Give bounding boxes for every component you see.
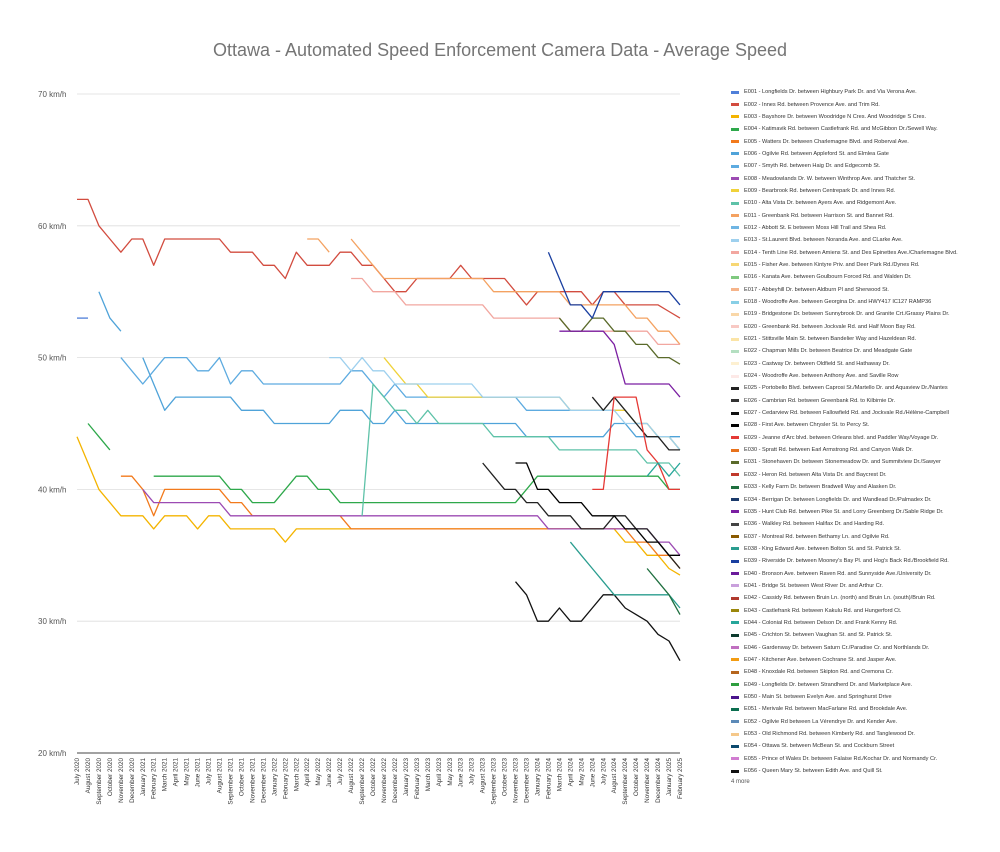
legend-label: E025 - Portobello Blvd. between Caprosi St./Martello Dr. and Aquaview Dr./Nantes: [744, 385, 948, 392]
legend-swatch: [731, 152, 739, 155]
legend-item: [731, 691, 993, 703]
legend-swatch: [731, 621, 739, 624]
x-tick-label: May 2021: [183, 758, 191, 786]
legend-label: E019 - Bridgestone Dr. between Sunnybrook Dr. and Granite Crt./Grassy Plains Dr.: [744, 311, 950, 318]
legend-label: E012 - Abbott St. E between Moss Hill Trail and Shea Rd.: [744, 224, 887, 231]
legend-item: [731, 592, 993, 604]
legend-swatch: [731, 189, 739, 192]
legend-swatch: [731, 745, 739, 748]
legend-item: [731, 716, 993, 728]
legend-swatch: [731, 683, 739, 686]
series-line-6: [99, 292, 121, 332]
x-tick-label: August 2023: [479, 758, 487, 794]
legend-swatch: [731, 498, 739, 501]
legend-item: [731, 654, 993, 666]
legend-item: [731, 98, 993, 110]
legend-swatch: [731, 128, 739, 131]
legend-label: E041 - Bridge St. between West River Dr. and Arthur Cr.: [744, 582, 883, 589]
legend-item: [731, 321, 993, 333]
x-tick-label: June 2024: [589, 758, 597, 788]
x-tick-label: October 2023: [501, 758, 509, 797]
legend-item: [731, 185, 993, 197]
series-line-39: [548, 252, 680, 318]
legend-more-link[interactable]: 4 more: [731, 779, 750, 786]
legend-item: [731, 296, 993, 308]
legend-label: E007 - Smyth Rd. between Haig Dr. and Edgecomb St.: [744, 163, 881, 170]
x-tick-label: November 2020: [117, 758, 125, 803]
legend-label: E003 - Bayshore Dr. between Woodridge N Cres. And Woodridge S Cres.: [744, 113, 926, 120]
x-tick-label: November 2021: [249, 758, 257, 803]
legend-label: E046 - Gardenway Dr. between Saturn Cr./Paradise Cr. and Northlands Dr.: [744, 644, 930, 651]
legend-item: [731, 666, 993, 678]
legend-item: [731, 679, 993, 691]
legend-swatch: [731, 350, 739, 353]
legend-swatch: [731, 671, 739, 674]
x-tick-label: December 2021: [260, 758, 268, 803]
legend-label: E033 - Kelly Farm Dr. between Bradwell Way and Alasken Dr.: [744, 484, 897, 491]
legend-swatch: [731, 214, 739, 217]
legend-swatch: [731, 239, 739, 242]
x-tick-label: September 2022: [359, 758, 367, 805]
legend-item: [731, 456, 993, 468]
x-tick-label: March 2023: [424, 758, 432, 792]
legend-item: [731, 753, 993, 765]
legend-label: E042 - Cassidy Rd. between Bruin Ln. (north) and Bruin Ln. (south)/Bruin Rd.: [744, 595, 936, 602]
legend-label: E002 - Innes Rd. between Provence Ave. and Trim Rd.: [744, 101, 880, 108]
legend-label: E035 - Hunt Club Rd. between Pike St. and Lorry Greenberg Dr./Sable Ridge Dr.: [744, 508, 944, 515]
legend-swatch: [731, 412, 739, 415]
x-tick-label: July 2024: [600, 758, 608, 785]
legend-item: [731, 543, 993, 555]
x-tick-label: December 2022: [391, 758, 399, 803]
legend-swatch: [731, 658, 739, 661]
legend-label: E014 - Tenth Line Rd. between Amiens St. and Des Epinettes Ave./Charlemagne Blvd.: [744, 249, 958, 256]
legend-item: [731, 345, 993, 357]
legend: [731, 86, 993, 785]
legend-label: E050 - Main St. between Evelyn Ave. and Springhurst Drive: [744, 694, 892, 701]
series-line-8: [143, 489, 680, 555]
legend-item: [731, 86, 993, 98]
legend-swatch: [731, 523, 739, 526]
legend-item: [731, 358, 993, 370]
legend-swatch: [731, 535, 739, 538]
legend-swatch: [731, 202, 739, 205]
y-tick-label: 50 km/h: [38, 353, 67, 363]
legend-item: [731, 135, 993, 147]
legend-label: E021 - Stittsville Main St. between Bandelier Way and Hazeldean Rd.: [744, 336, 917, 343]
legend-swatch: [731, 449, 739, 452]
series-line-extra-5: [647, 569, 680, 615]
legend-label: E048 - Knoxdale Rd. between Skipton Rd. and Cremona Cr.: [744, 669, 893, 676]
legend-swatch: [731, 399, 739, 402]
x-tick-label: January 2024: [534, 758, 542, 797]
x-tick-label: November 2024: [644, 758, 652, 803]
legend-label: E031 - Stonehaven Dr. between Stonemeadow Dr. and Summitview Dr./Sawyer: [744, 459, 941, 466]
legend-swatch: [731, 301, 739, 304]
legend-item: [731, 493, 993, 505]
legend-swatch: [731, 263, 739, 266]
x-tick-label: March 2024: [556, 758, 564, 792]
x-tick-label: October 2022: [370, 758, 378, 797]
legend-label: E039 - Riverside Dr. between Mooney's Bay Pl. and Hog's Back Rd./Brookfield Rd.: [744, 558, 949, 565]
legend-item: [731, 567, 993, 579]
series-line-extra-4: [570, 542, 680, 608]
legend-swatch: [731, 387, 739, 390]
legend-label: E029 - Jeanne d'Arc blvd. between Orleans blvd. and Paddler Way/Voyage Dr.: [744, 434, 939, 441]
x-tick-label: January 2021: [139, 758, 147, 797]
legend-swatch: [731, 646, 739, 649]
x-tick-label: March 2022: [293, 758, 301, 792]
legend-item: [731, 580, 993, 592]
x-tick-label: May 2023: [446, 758, 454, 786]
series-lines: [77, 199, 680, 660]
legend-label: E037 - Montreal Rd. between Bethamy Ln. and Ogilvie Rd.: [744, 533, 890, 540]
legend-swatch: [731, 362, 739, 365]
legend-item: [731, 617, 993, 629]
legend-label: E005 - Watters Dr. between Charlemagne Blvd. and Roberval Ave.: [744, 138, 909, 145]
x-tick-label: July 2023: [468, 758, 476, 785]
legend-swatch: [731, 584, 739, 587]
x-tick-label: February 2024: [545, 758, 553, 799]
legend-label: E055 - Prince of Wales Dr. between Falaise Rd./Kochar Dr. and Normandy Cr.: [744, 755, 938, 762]
series-line-25: [592, 397, 680, 450]
legend-item: [731, 172, 993, 184]
legend-label: E020 - Greenbank Rd. between Jockvale Rd. and Half Moon Bay Rd.: [744, 323, 916, 330]
x-tick-label: June 2021: [194, 758, 202, 788]
legend-swatch: [731, 436, 739, 439]
x-tick-label: February 2021: [150, 758, 158, 799]
legend-label: E013 - St.Laurent Blvd. between Noranda Ave. and CLarke Ave.: [744, 237, 903, 244]
legend-label: E022 - Chapman Mills Dr. between Beatrice Dr. and Meadgate Gate: [744, 348, 913, 355]
legend-swatch: [731, 177, 739, 180]
legend-label: E034 - Berrigan Dr. between Longfields Dr. and Wandlead Dr./Palmadex Dr.: [744, 496, 932, 503]
legend-swatch: [731, 572, 739, 575]
legend-label: E016 - Kanata Ave. between Goulbourn Forced Rd. and Walden Dr.: [744, 274, 912, 281]
legend-label: E036 - Walkley Rd. between Halifax Dr. and Harding Rd.: [744, 521, 885, 528]
legend-item: [731, 629, 993, 641]
legend-item: [731, 555, 993, 567]
legend-item: [731, 506, 993, 518]
x-tick-label: December 2023: [523, 758, 531, 803]
x-tick-label: September 2024: [622, 758, 630, 805]
legend-label: E044 - Colonial Rd. between Delson Dr. and Frank Kenny Rd.: [744, 619, 898, 626]
legend-item: [731, 111, 993, 123]
series-line-4: [88, 424, 110, 450]
x-tick-label: January 2025: [666, 758, 674, 797]
legend-label: E045 - Crichton St. between Vaughan St. and St. Patrick St.: [744, 632, 893, 639]
chart-title: Ottawa - Automated Speed Enforcement Camera Data - Average Speed: [213, 40, 787, 60]
legend-item: [731, 419, 993, 431]
legend-label: E047 - Kitchener Ave. between Cochrane St. and Jasper Ave.: [744, 656, 897, 663]
legend-label: E056 - Queen Mary St. between Edith Ave. and Quill St.: [744, 768, 883, 775]
legend-swatch: [731, 609, 739, 612]
legend-label: E011 - Greenbank Rd. between Harrison St. and Bannet Rd.: [744, 212, 894, 219]
legend-swatch: [731, 140, 739, 143]
x-tick-label: February 2025: [677, 758, 684, 799]
legend-label: E023 - Castway Dr. between Oldfield St. and Hathaway Dr.: [744, 360, 890, 367]
legend-item: [731, 234, 993, 246]
legend-label: E018 - Woodroffe Ave. between Georgina Dr. and HWY417 IC127 RAMP36: [744, 299, 932, 306]
x-tick-label: June 2023: [457, 758, 465, 788]
legend-swatch: [731, 288, 739, 291]
x-tick-label: July 2022: [337, 758, 345, 785]
legend-swatch: [731, 165, 739, 168]
legend-label: E004 - Katimavik Rd. between Castlefrank Rd. and McGibbon Dr./Sewell Way.: [744, 126, 938, 133]
legend-item: [731, 432, 993, 444]
legend-label: E038 - King Edward Ave. between Bolton St. and St. Patrick St.: [744, 545, 901, 552]
legend-item: [731, 469, 993, 481]
legend-item: [731, 370, 993, 382]
legend-swatch: [731, 226, 739, 229]
y-tick-label: 60 km/h: [38, 221, 67, 231]
legend-label: E024 - Woodroffe Ave. between Anthony Ave. and Saville Row: [744, 373, 899, 380]
x-tick-label: December 2020: [128, 758, 136, 803]
legend-swatch: [731, 424, 739, 427]
legend-swatch: [731, 325, 739, 328]
legend-label: E015 - Fisher Ave. between Kintyre Priv. and Deer Park Rd./Dynes Rd.: [744, 261, 920, 268]
legend-item: [731, 728, 993, 740]
legend-item: [731, 407, 993, 419]
legend-item: [731, 382, 993, 394]
series-line-3: [77, 437, 680, 575]
legend-swatch: [731, 115, 739, 118]
x-tick-label: September 2023: [490, 758, 498, 805]
legend-swatch: [731, 770, 739, 773]
legend-label: E010 - Alta Vista Dr. between Ayers Ave. and Ridgemont Ave.: [744, 200, 897, 207]
legend-swatch: [731, 733, 739, 736]
legend-swatch: [731, 757, 739, 760]
legend-swatch: [731, 720, 739, 723]
legend-swatch: [731, 634, 739, 637]
legend-item: [731, 530, 993, 542]
x-tick-label: March 2021: [161, 758, 169, 792]
legend-item: [731, 740, 993, 752]
legend-swatch: [731, 547, 739, 550]
legend-item: [731, 123, 993, 135]
legend-item: [731, 765, 993, 777]
legend-label: E040 - Bronson Ave. between Raven Rd. and Sunnyside Ave./University Dr.: [744, 570, 932, 577]
legend-swatch: [731, 473, 739, 476]
legend-label: E032 - Heron Rd. between Alta Vista Dr. and Baycrest Dr.: [744, 471, 887, 478]
legend-item: [731, 222, 993, 234]
x-tick-label: August 2021: [216, 758, 224, 794]
x-tick-label: December 2024: [655, 758, 663, 803]
x-tick-label: August 2024: [611, 758, 619, 794]
x-tick-label: April 2021: [172, 758, 180, 787]
legend-swatch: [731, 560, 739, 563]
legend-swatch: [731, 103, 739, 106]
legend-label: E054 - Ottawa St. between McBean St. and Cockburn Street: [744, 743, 895, 750]
x-tick-label: April 2022: [304, 758, 312, 787]
x-tick-label: November 2022: [380, 758, 388, 803]
x-tick-label: June 2022: [326, 758, 334, 788]
legend-label: E008 - Meadowlands Dr. W. between Winthrop Ave. and Thatcher St.: [744, 175, 916, 182]
series-line-extra-6: [647, 463, 680, 476]
legend-swatch: [731, 375, 739, 378]
x-tick-label: October 2024: [633, 758, 641, 797]
legend-label: E026 - Cambrian Rd. between Greenbank Rd. to Kilbirnie Dr.: [744, 397, 896, 404]
x-tick-label: April 2024: [567, 758, 575, 787]
legend-label: E052 - Ogilvie Rd between La Vérendrye Dr. and Kender Ave.: [744, 718, 898, 725]
legend-swatch: [731, 597, 739, 600]
legend-item: [731, 703, 993, 715]
legend-swatch: [731, 251, 739, 254]
x-tick-label: November 2023: [512, 758, 520, 803]
legend-item: [731, 333, 993, 345]
legend-swatch: [731, 486, 739, 489]
legend-item: [731, 444, 993, 456]
legend-label: E001 - Longfields Dr. between Highbury Park Dr. and Via Verona Ave.: [744, 89, 917, 96]
legend-swatch: [731, 313, 739, 316]
series-line-2: [77, 199, 680, 318]
x-axis: [74, 758, 684, 805]
x-tick-label: August 2022: [348, 758, 356, 794]
legend-item: [731, 284, 993, 296]
x-tick-label: September 2021: [227, 758, 235, 805]
x-tick-label: May 2022: [315, 758, 323, 786]
legend-item: [731, 395, 993, 407]
legend-label: E009 - Bearbrook Rd. between Centrepark Dr. and Innes Rd.: [744, 187, 896, 194]
y-tick-label: 70 km/h: [38, 90, 67, 99]
legend-label: E051 - Merivale Rd. between MacFarlane Rd. and Brookdale Ave.: [744, 706, 908, 713]
x-tick-label: January 2022: [271, 758, 279, 797]
x-tick-label: August 2020: [84, 758, 92, 794]
legend-item: [731, 209, 993, 221]
legend-swatch: [731, 696, 739, 699]
legend-swatch: [731, 461, 739, 464]
x-tick-label: January 2023: [402, 758, 410, 797]
y-axis: [38, 90, 66, 758]
legend-label: E030 - Spratt Rd. between Earl Armstrong Rd. and Canyon Walk Dr.: [744, 447, 913, 454]
legend-item: [731, 148, 993, 160]
x-tick-label: September 2020: [95, 758, 103, 805]
legend-swatch: [731, 510, 739, 513]
legend-item: [731, 160, 993, 172]
legend-swatch: [731, 276, 739, 279]
y-tick-label: 20 km/h: [38, 749, 67, 758]
legend-item: [731, 641, 993, 653]
legend-label: E043 - Castlefrank Rd. between Kakulu Rd. and Hungerford Ct.: [744, 607, 902, 614]
y-tick-label: 30 km/h: [38, 617, 67, 627]
x-tick-label: April 2023: [435, 758, 443, 787]
legend-item: [731, 259, 993, 271]
x-tick-label: October 2020: [106, 758, 114, 797]
legend-item: [731, 308, 993, 320]
legend-item: [731, 481, 993, 493]
x-tick-label: February 2022: [282, 758, 290, 799]
x-tick-label: July 2020: [74, 758, 81, 785]
legend-label: E017 - Abbeyhill Dr. between Aldburn Pl and Sherwood St.: [744, 286, 889, 293]
x-tick-label: February 2023: [413, 758, 421, 799]
series-line-11: [307, 239, 329, 252]
series-line-35: [559, 331, 680, 397]
legend-label: E006 - Ogilvie Rd. between Appleford St. and Elmlea Gate: [744, 150, 889, 157]
legend-swatch: [731, 91, 739, 94]
legend-swatch: [731, 708, 739, 711]
legend-item: [731, 518, 993, 530]
legend-item: [731, 271, 993, 283]
legend-swatch: [731, 338, 739, 341]
y-tick-label: 40 km/h: [38, 485, 67, 495]
legend-item: [731, 604, 993, 616]
legend-label: E049 - Longfields Dr. between Strandherd Dr. and Marketplace Ave.: [744, 681, 913, 688]
legend-label: E027 - Cedarview Rd. between Fallowfield Rd. and Jockvale Rd./Hélène-Campbell: [744, 410, 949, 417]
legend-item: [731, 197, 993, 209]
legend-label: E028 - First Ave. between Chrysler St. to Percy St.: [744, 422, 870, 429]
legend-label: E053 - Old Richmond Rd. between Kimberly Rd. and Tanglewood Dr.: [744, 731, 915, 738]
x-tick-label: July 2021: [205, 758, 213, 785]
x-tick-label: May 2024: [578, 758, 586, 786]
legend-item: [731, 246, 993, 258]
x-tick-label: October 2021: [238, 758, 246, 797]
